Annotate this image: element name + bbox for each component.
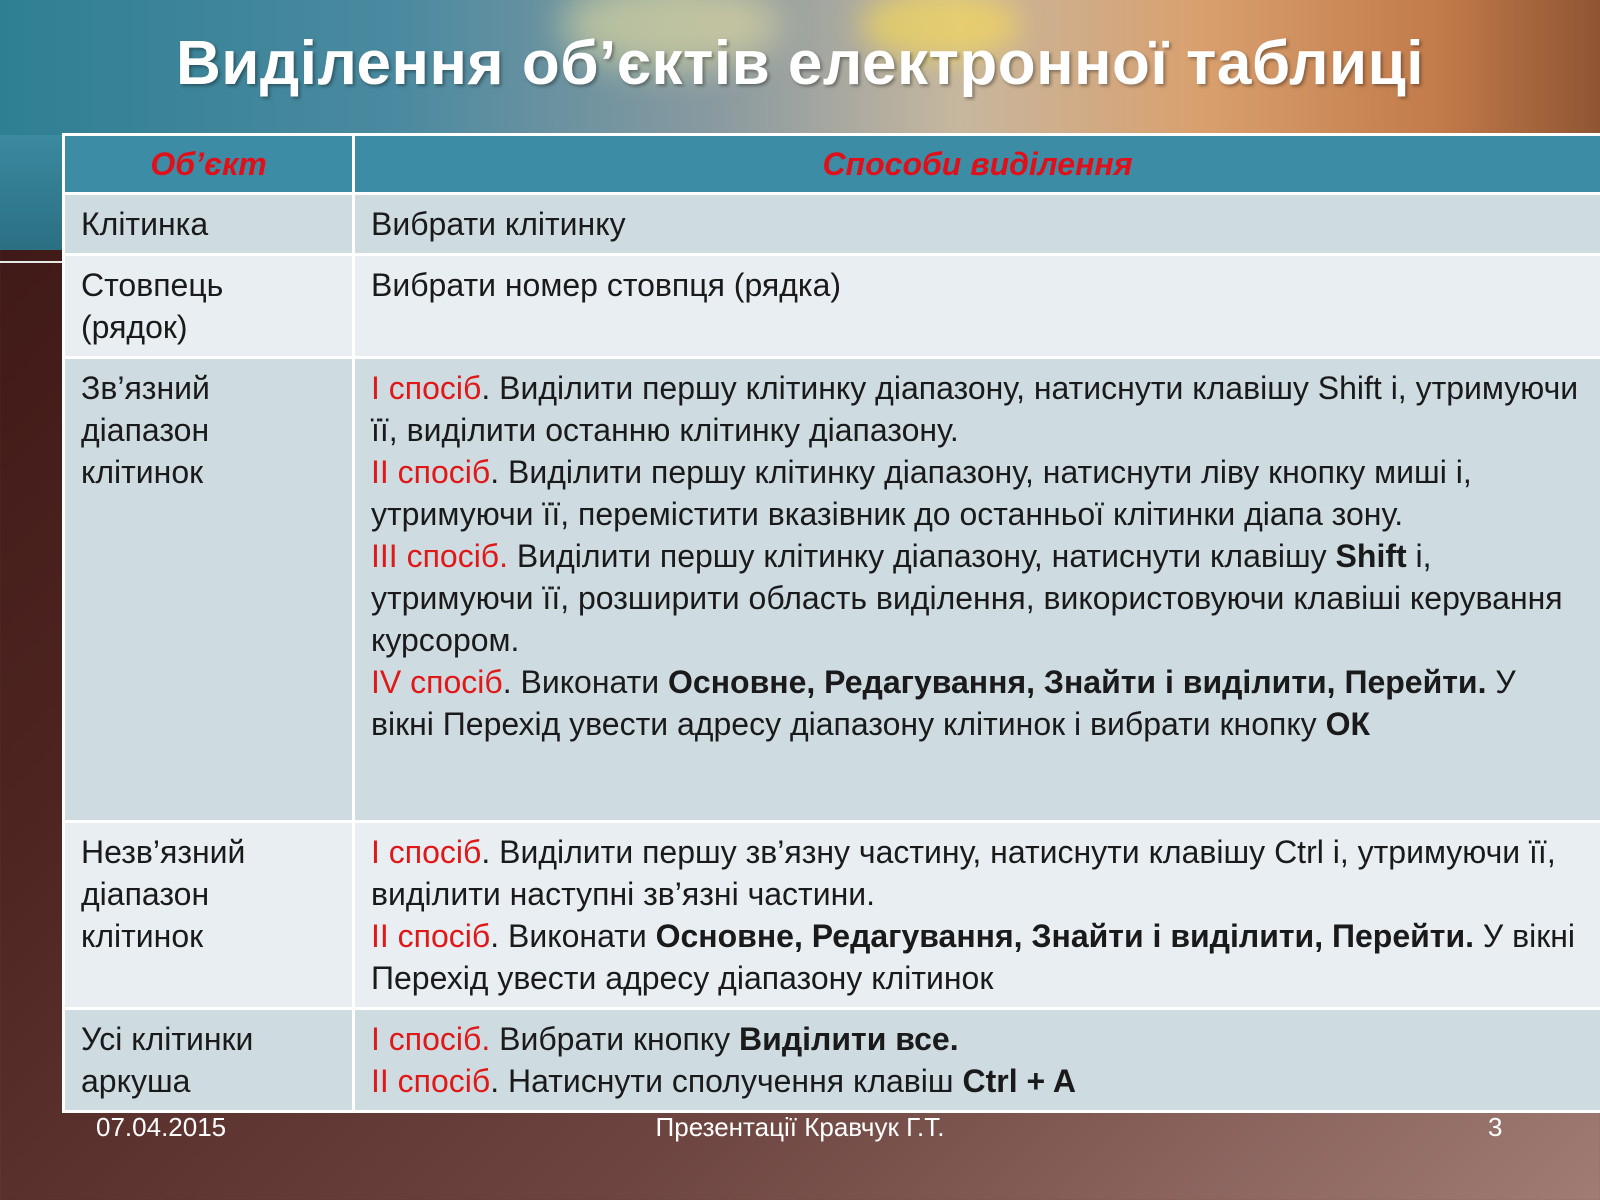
table-row: [64, 822, 1600, 1009]
method-label: II спосіб: [371, 918, 491, 954]
table-row: [64, 255, 1600, 358]
method-label: I спосіб: [371, 834, 482, 870]
row-object: Зв’язний діапазон клітинок: [64, 358, 354, 822]
row-methods: [354, 358, 1600, 822]
table-row: [64, 194, 1600, 255]
method-line: II спосіб. Виконати Основне, Редагування, Знайти і виділити, Перейти. У вікні Перехід увести адресу діапазону клітинок: [371, 918, 1576, 996]
row-object: Незв’язний діапазон клітинок: [64, 822, 354, 1009]
method-label: I спосіб: [371, 370, 482, 406]
header-methods: Способи виділення: [354, 135, 1600, 194]
row-object: Клітинка: [64, 194, 354, 255]
row-object: Стовпець (рядок): [64, 255, 354, 358]
method-line: I спосіб. Виділити першу зв’язну частину, натиснути клавішу Ctrl і, утримуючи її, виділити наступні зв’язні частини.: [371, 834, 1556, 912]
method-label: III спосіб.: [371, 538, 509, 574]
method-line: II спосіб. Виділити першу клітинку діапазону, натиснути ліву кнопку миші і, утримуючи її, перемістити вказівник до останньої клітинки діапа зону.: [371, 454, 1472, 532]
footer-page-number: 3: [1488, 1112, 1503, 1142]
footer-author: Презентації Кравчук Г.Т.: [655, 1112, 945, 1142]
method-label: II спосіб: [371, 454, 491, 490]
method-line: II спосіб. Натиснути сполучення клавіш Ctrl + A: [371, 1063, 1076, 1099]
table-row: [64, 1009, 1600, 1112]
method-line: I спосіб. Вибрати кнопку Виділити все.: [371, 1021, 959, 1057]
method-line: III спосіб. Виділити першу клітинку діапазону, натиснути клавішу Shift і, утримуючи її, розширити область виділення, використовуючи клавіші керування курсором.: [371, 538, 1563, 658]
method-label: IV спосіб: [371, 664, 503, 700]
left-accent-line: [0, 261, 62, 263]
row-object: Усі клітинки аркуша: [64, 1009, 354, 1112]
slide-title: Виділення об’єктів електронної таблиці: [176, 29, 1424, 98]
method-line: IV спосіб. Виконати Основне, Редагування, Знайти і виділити, Перейти. У вікні Перехід увести адресу діапазону клітинок і вибрати кнопку ОК: [371, 664, 1516, 742]
footer-date: 07.04.2015: [96, 1112, 227, 1142]
table-row: [64, 358, 1600, 822]
row-methods: [354, 822, 1600, 1009]
row-method: Вибрати клітинку: [354, 194, 1600, 255]
selection-methods-table: [62, 133, 1600, 1113]
method-line: I спосіб. Виділити першу клітинку діапазону, натиснути клавішу Shift і, утримуючи її, виділити останню клітинку діапазону.: [371, 370, 1579, 448]
table-header-row: [64, 135, 1600, 194]
method-label: II спосіб: [371, 1063, 491, 1099]
row-methods: [354, 1009, 1600, 1112]
method-label: I спосіб.: [371, 1021, 491, 1057]
left-accent-strip: [0, 135, 62, 250]
row-method: Вибрати номер стовпця (рядка): [354, 255, 1600, 358]
header-object: Об’єкт: [64, 135, 354, 194]
